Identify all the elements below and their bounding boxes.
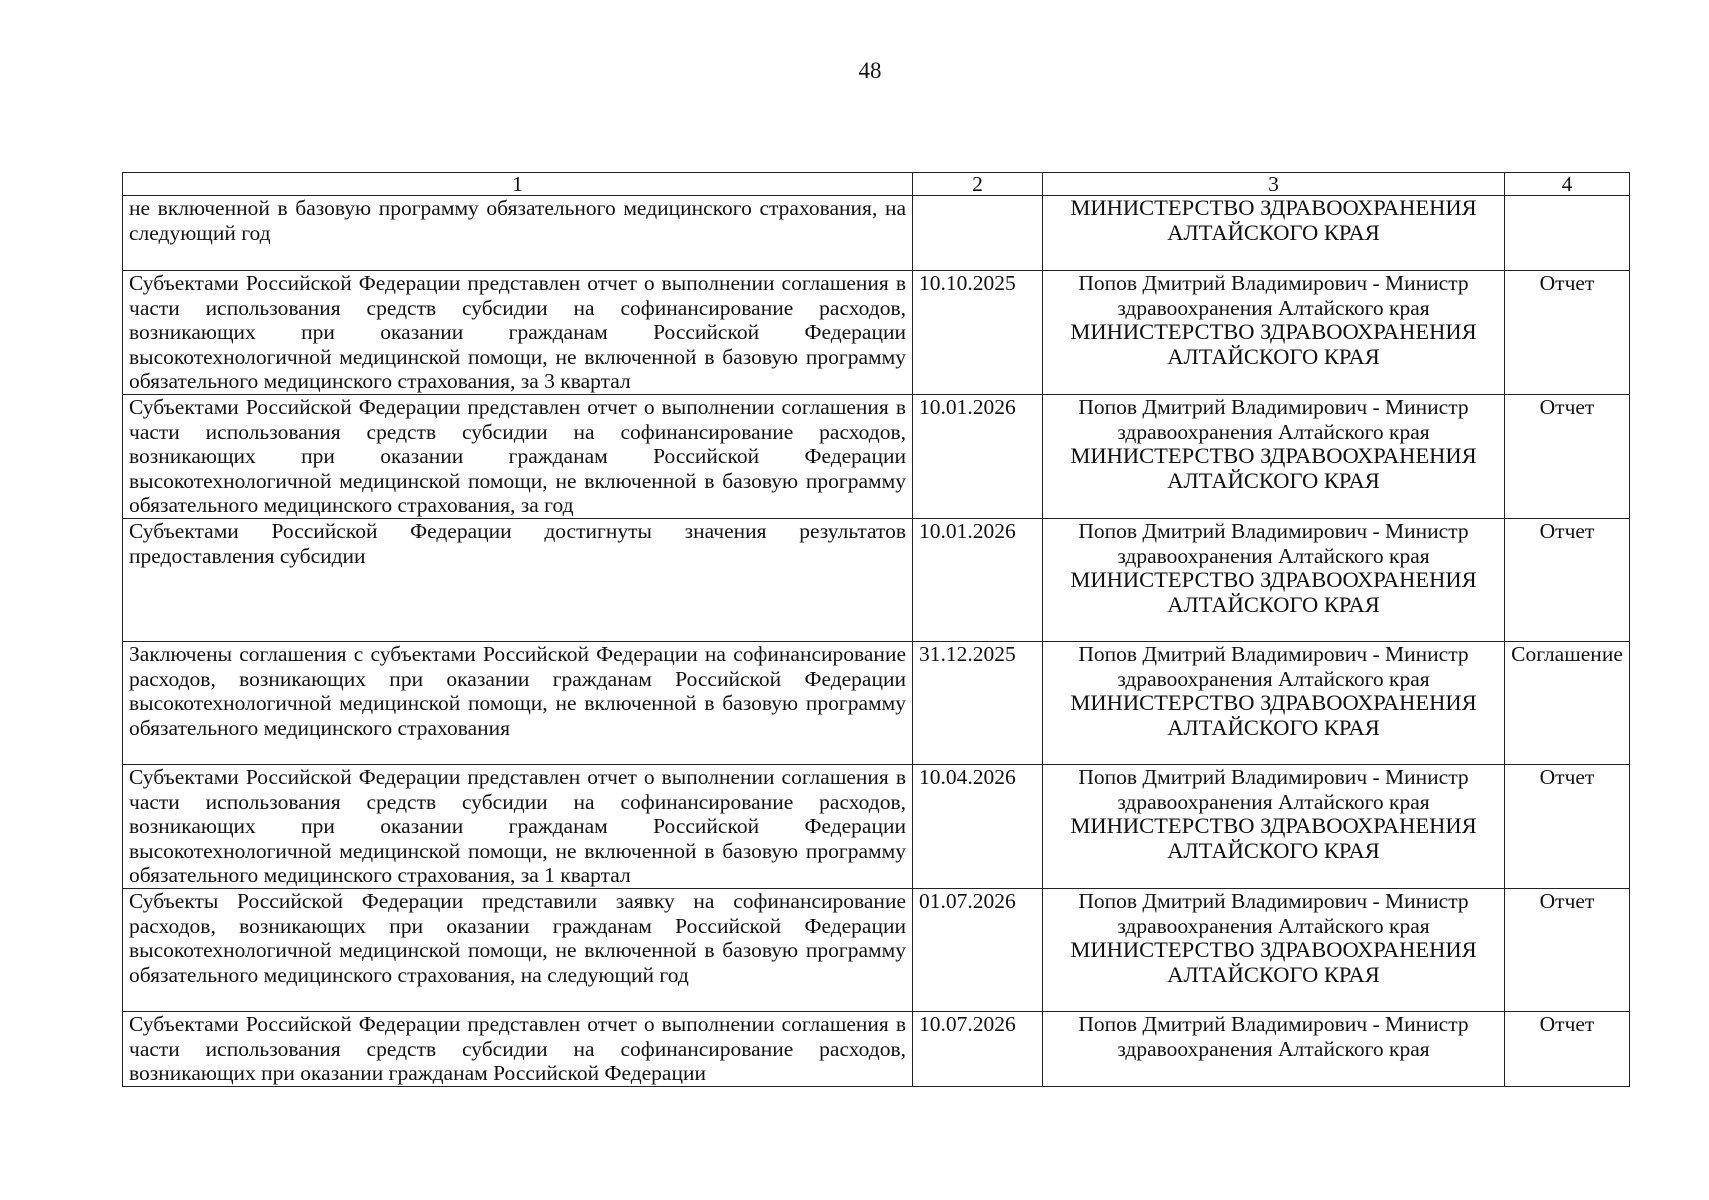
table-row [123, 518, 1630, 641]
table-row [123, 196, 1630, 271]
table-row [123, 888, 1630, 1011]
row-responsible [1043, 271, 1505, 395]
row-description: Заключены соглашения с субъектами Российской Федерации на софинансирование расходов, возникающих при оказании гражданам Российской Федерации высокотехнологичной медицинской помощи, не включенной в базовую программу обязательного медицинского страхования [123, 641, 913, 764]
row-date: 01.07.2026 [913, 888, 1043, 1011]
table-header-row [123, 173, 1630, 196]
row-document-type: Отчет [1505, 888, 1630, 1011]
responsible-org: МИНИСТЕРСТВО ЗДРАВООХРАНЕНИЯ АЛТАЙСКОГО КРАЯ [1070, 690, 1477, 740]
row-date: 31.12.2025 [913, 641, 1043, 764]
row-description: Субъектами Российской Федерации представлен отчет о выполнении соглашения в части использования средств субсидии на софинансирование расходов, возникающих при оказании гражданам Российской Федерации [123, 1011, 913, 1086]
responsible-org: МИНИСТЕРСТВО ЗДРАВООХРАНЕНИЯ АЛТАЙСКОГО КРАЯ [1070, 937, 1477, 987]
row-description: Субъектами Российской Федерации представлен отчет о выполнении соглашения в части использования средств субсидии на софинансирование расходов, возникающих при оказании гражданам Российской Федерации высокотехнологичной медицинской помощи, не включенной в базовую программу обязательного медицинского страхования, за 1 квартал [123, 764, 913, 888]
responsible-org: МИНИСТЕРСТВО ЗДРАВООХРАНЕНИЯ АЛТАЙСКОГО КРАЯ [1070, 443, 1477, 493]
table-row [123, 764, 1630, 888]
column-header-2: 2 [913, 173, 1043, 196]
row-responsible [1043, 764, 1505, 888]
row-date: 10.04.2026 [913, 764, 1043, 888]
responsible-person: Попов Дмитрий Владимирович - Министр здравоохранения Алтайского края [1078, 641, 1469, 691]
responsible-org: МИНИСТЕРСТВО ЗДРАВООХРАНЕНИЯ АЛТАЙСКОГО КРАЯ [1070, 567, 1477, 617]
row-date: 10.01.2026 [913, 518, 1043, 641]
row-document-type: Отчет [1505, 518, 1630, 641]
row-document-type [1505, 196, 1630, 271]
row-document-type: Отчет [1505, 271, 1630, 395]
table-row [123, 1011, 1630, 1086]
row-date: 10.01.2026 [913, 394, 1043, 518]
responsible-person: Попов Дмитрий Владимирович - Министр здравоохранения Алтайского края [1078, 1011, 1469, 1061]
responsible-org: МИНИСТЕРСТВО ЗДРАВООХРАНЕНИЯ АЛТАЙСКОГО КРАЯ [1070, 813, 1477, 863]
row-responsible [1043, 394, 1505, 518]
row-responsible [1043, 888, 1505, 1011]
row-description: Субъектами Российской Федерации достигнуты значения результатов предоставления субсидии [123, 518, 913, 641]
row-document-type: Отчет [1505, 764, 1630, 888]
row-description: не включенной в базовую программу обязательного медицинского страхования, на следующий год [123, 196, 913, 271]
row-document-type: Соглашение [1505, 641, 1630, 764]
row-date [913, 196, 1043, 271]
row-responsible [1043, 641, 1505, 764]
table-row [123, 271, 1630, 395]
row-document-type: Отчет [1505, 394, 1630, 518]
responsible-person: Попов Дмитрий Владимирович - Министр здравоохранения Алтайского края [1078, 764, 1469, 814]
responsible-org: МИНИСТЕРСТВО ЗДРАВООХРАНЕНИЯ АЛТАЙСКОГО КРАЯ [1070, 319, 1477, 369]
row-date: 10.10.2025 [913, 271, 1043, 395]
schedule-table [122, 172, 1630, 1087]
row-document-type: Отчет [1505, 1011, 1630, 1086]
row-description: Субъекты Российской Федерации представили заявку на софинансирование расходов, возникающих при оказании гражданам Российской Федерации высокотехнологичной медицинской помощи, не включенной в базовую программу обязательного медицинского страхования, на следующий год [123, 888, 913, 1011]
table-row [123, 394, 1630, 518]
row-date: 10.07.2026 [913, 1011, 1043, 1086]
row-description: Субъектами Российской Федерации представлен отчет о выполнении соглашения в части использования средств субсидии на софинансирование расходов, возникающих при оказании гражданам Российской Федерации высокотехнологичной медицинской помощи, не включенной в базовую программу обязательного медицинского страхования, за 3 квартал [123, 271, 913, 395]
table-row [123, 641, 1630, 764]
row-responsible [1043, 518, 1505, 641]
responsible-person: Попов Дмитрий Владимирович - Министр здравоохранения Алтайского края [1078, 271, 1469, 320]
row-description: Субъектами Российской Федерации представлен отчет о выполнении соглашения в части использования средств субсидии на софинансирование расходов, возникающих при оказании гражданам Российской Федерации высокотехнологичной медицинской помощи, не включенной в базовую программу обязательного медицинского страхования, за год [123, 394, 913, 518]
column-header-4: 4 [1505, 173, 1630, 196]
responsible-person: Попов Дмитрий Владимирович - Министр здравоохранения Алтайского края [1078, 888, 1469, 938]
row-responsible [1043, 1011, 1505, 1086]
row-responsible [1043, 196, 1505, 271]
column-header-3: 3 [1043, 173, 1505, 196]
column-header-1: 1 [123, 173, 913, 196]
responsible-org: МИНИСТЕРСТВО ЗДРАВООХРАНЕНИЯ АЛТАЙСКОГО КРАЯ [1070, 195, 1477, 245]
responsible-person: Попов Дмитрий Владимирович - Министр здравоохранения Алтайского края [1078, 394, 1469, 444]
page-number: 48 [858, 58, 882, 83]
responsible-person: Попов Дмитрий Владимирович - Министр здравоохранения Алтайского края [1078, 518, 1469, 568]
